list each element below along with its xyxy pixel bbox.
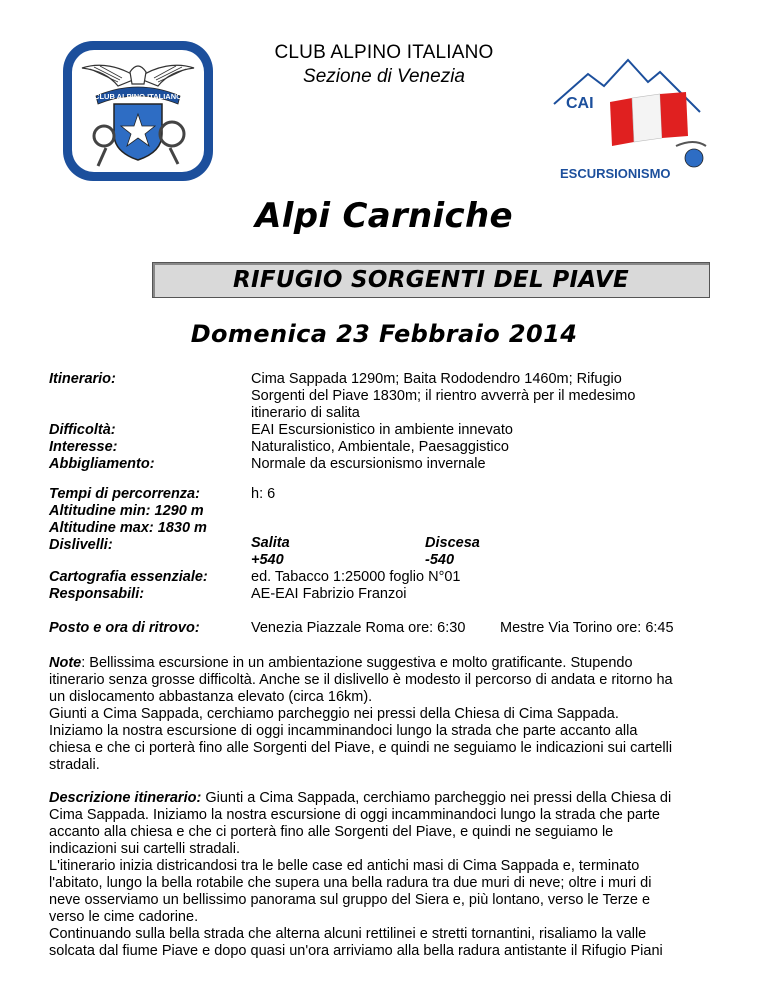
note-label: Note (49, 655, 82, 671)
descrizione-line-8: verso le cime cadorine. (49, 909, 199, 925)
label-cartografia: Cartografia essenziale: (49, 569, 208, 585)
value-ritrovo-venezia: Venezia Piazzale Roma ore: 6:30 (251, 620, 466, 636)
label-difficolta: Difficoltà: (49, 422, 116, 438)
note-line-6: chiesa e che ci porterà fino alle Sorgenti del Piave, e quindi ne seguiamo le indicazioni sui cartelli (49, 740, 673, 756)
event-date: Domenica 23 Febbraio 2014 (190, 320, 578, 348)
label-itinerario: Itinerario: (49, 371, 116, 387)
note-line-4: Giunti a Cima Sappada, cerchiamo parcheggio nei pressi della Chiesa di Cima Sappada. (49, 706, 619, 722)
header-section: Sezione di Venezia (303, 66, 465, 87)
label-interesse: Interesse: (49, 439, 118, 455)
value-tempi: h: 6 (251, 486, 276, 502)
label-alt-max: Altitudine max: 1830 m (49, 520, 207, 536)
title-banner (152, 262, 710, 298)
note-line-3: un dislocamento abbastanza elevato (circa 16km). (49, 689, 373, 705)
descrizione-label: Descrizione itinerario: (49, 790, 202, 806)
value-responsabili: AE-EAI Fabrizio Franzoi (251, 586, 407, 602)
value-salita-label: Salita (251, 535, 290, 551)
value-abbigliamento: Normale da escursionismo invernale (251, 456, 486, 472)
descrizione-line-2: Cima Sappada. Iniziamo la nostra escursione di oggi incamminandoci lungo la strada che parte (49, 807, 660, 823)
note-line-1: Note: Bellissima escursione in un ambientazione suggestiva e molto gratificante. Stupendo (49, 655, 633, 671)
main-title: Alpi Carniche (255, 196, 513, 236)
value-interesse: Naturalistico, Ambientale, Paesaggistico (251, 439, 509, 455)
cai-escursionismo-logo (548, 56, 708, 192)
note-line-7: stradali. (49, 757, 100, 773)
value-itinerario-1: Cima Sappada 1290m; Baita Rododendro 1460m; Rifugio (251, 371, 622, 387)
label-alt-min: Altitudine min: 1290 m (49, 503, 204, 519)
descrizione-line-5: L'itinerario inizia districandosi tra le belle case ed antichi masi di Cima Sappada e, terminato (49, 858, 640, 874)
descrizione-line-10: solcata dal fiume Piave e dopo quasi un'ora arriviamo alla bella radura antistante il Rifugio Piani (49, 943, 663, 959)
cai-text: CAI (566, 95, 594, 112)
label-abbigliamento: Abbigliamento: (49, 456, 155, 472)
value-salita: +540 (251, 552, 284, 568)
escursionismo-text: ESCURSIONISMO (560, 166, 671, 181)
cai-emblem-logo (60, 38, 216, 184)
header-org: CLUB ALPINO ITALIANO (274, 42, 494, 63)
label-tempi: Tempi di percorrenza: (49, 486, 200, 502)
descrizione-line-4: indicazioni sui cartelli stradali. (49, 841, 240, 857)
value-ritrovo-mestre: Mestre Via Torino ore: 6:45 (500, 620, 674, 636)
value-itinerario-2: Sorgenti del Piave 1830m; il rientro avverrà per il medesimo (251, 388, 636, 404)
value-itinerario-3: itinerario di salita (251, 405, 360, 421)
label-responsabili: Responsabili: (49, 586, 145, 602)
descrizione-line-9: Continuando sulla bella strada che alterna alcuni rettilinei e stretti tornantini, risaliamo la valle (49, 926, 647, 942)
note-line-5: Iniziamo la nostra escursione di oggi incamminandoci lungo la strada che parte accanto alla (49, 723, 638, 739)
label-dislivelli: Dislivelli: (49, 537, 113, 553)
value-difficolta: EAI Escursionistico in ambiente innevato (251, 422, 513, 438)
descrizione-line-7: neve osserviamo un bellissimo panorama sul gruppo del Siera e, più lontano, verso le Terze e (49, 892, 651, 908)
label-ritrovo: Posto e ora di ritrovo: (49, 620, 200, 636)
descrizione-line-1: Descrizione itinerario: Giunti a Cima Sappada, cerchiamo parcheggio nei pressi della Chiesa di (49, 790, 672, 806)
value-discesa: -540 (425, 552, 455, 568)
descrizione-line-6: l'abitato, lungo la bella rotabile che supera una bella radura tra due muri di neve; oltre i muri di (49, 875, 652, 891)
note-line-2: itinerario senza grosse difficoltà. Anche se il dislivello è modesto il percorso di andata e ritorno ha (49, 672, 673, 688)
value-cartografia: ed. Tabacco 1:25000 foglio N°01 (251, 569, 461, 585)
banner-text: RIFUGIO SORGENTI DEL PIAVE (232, 267, 629, 293)
descrizione-line-3: accanto alla chiesa e che ci porterà fino alle Sorgenti del Piave, e quindi ne seguiamo le (49, 824, 614, 840)
value-discesa-label: Discesa (425, 535, 480, 551)
emblem-ribbon-text: CLUB ALPINO ITALIANO (94, 92, 182, 101)
